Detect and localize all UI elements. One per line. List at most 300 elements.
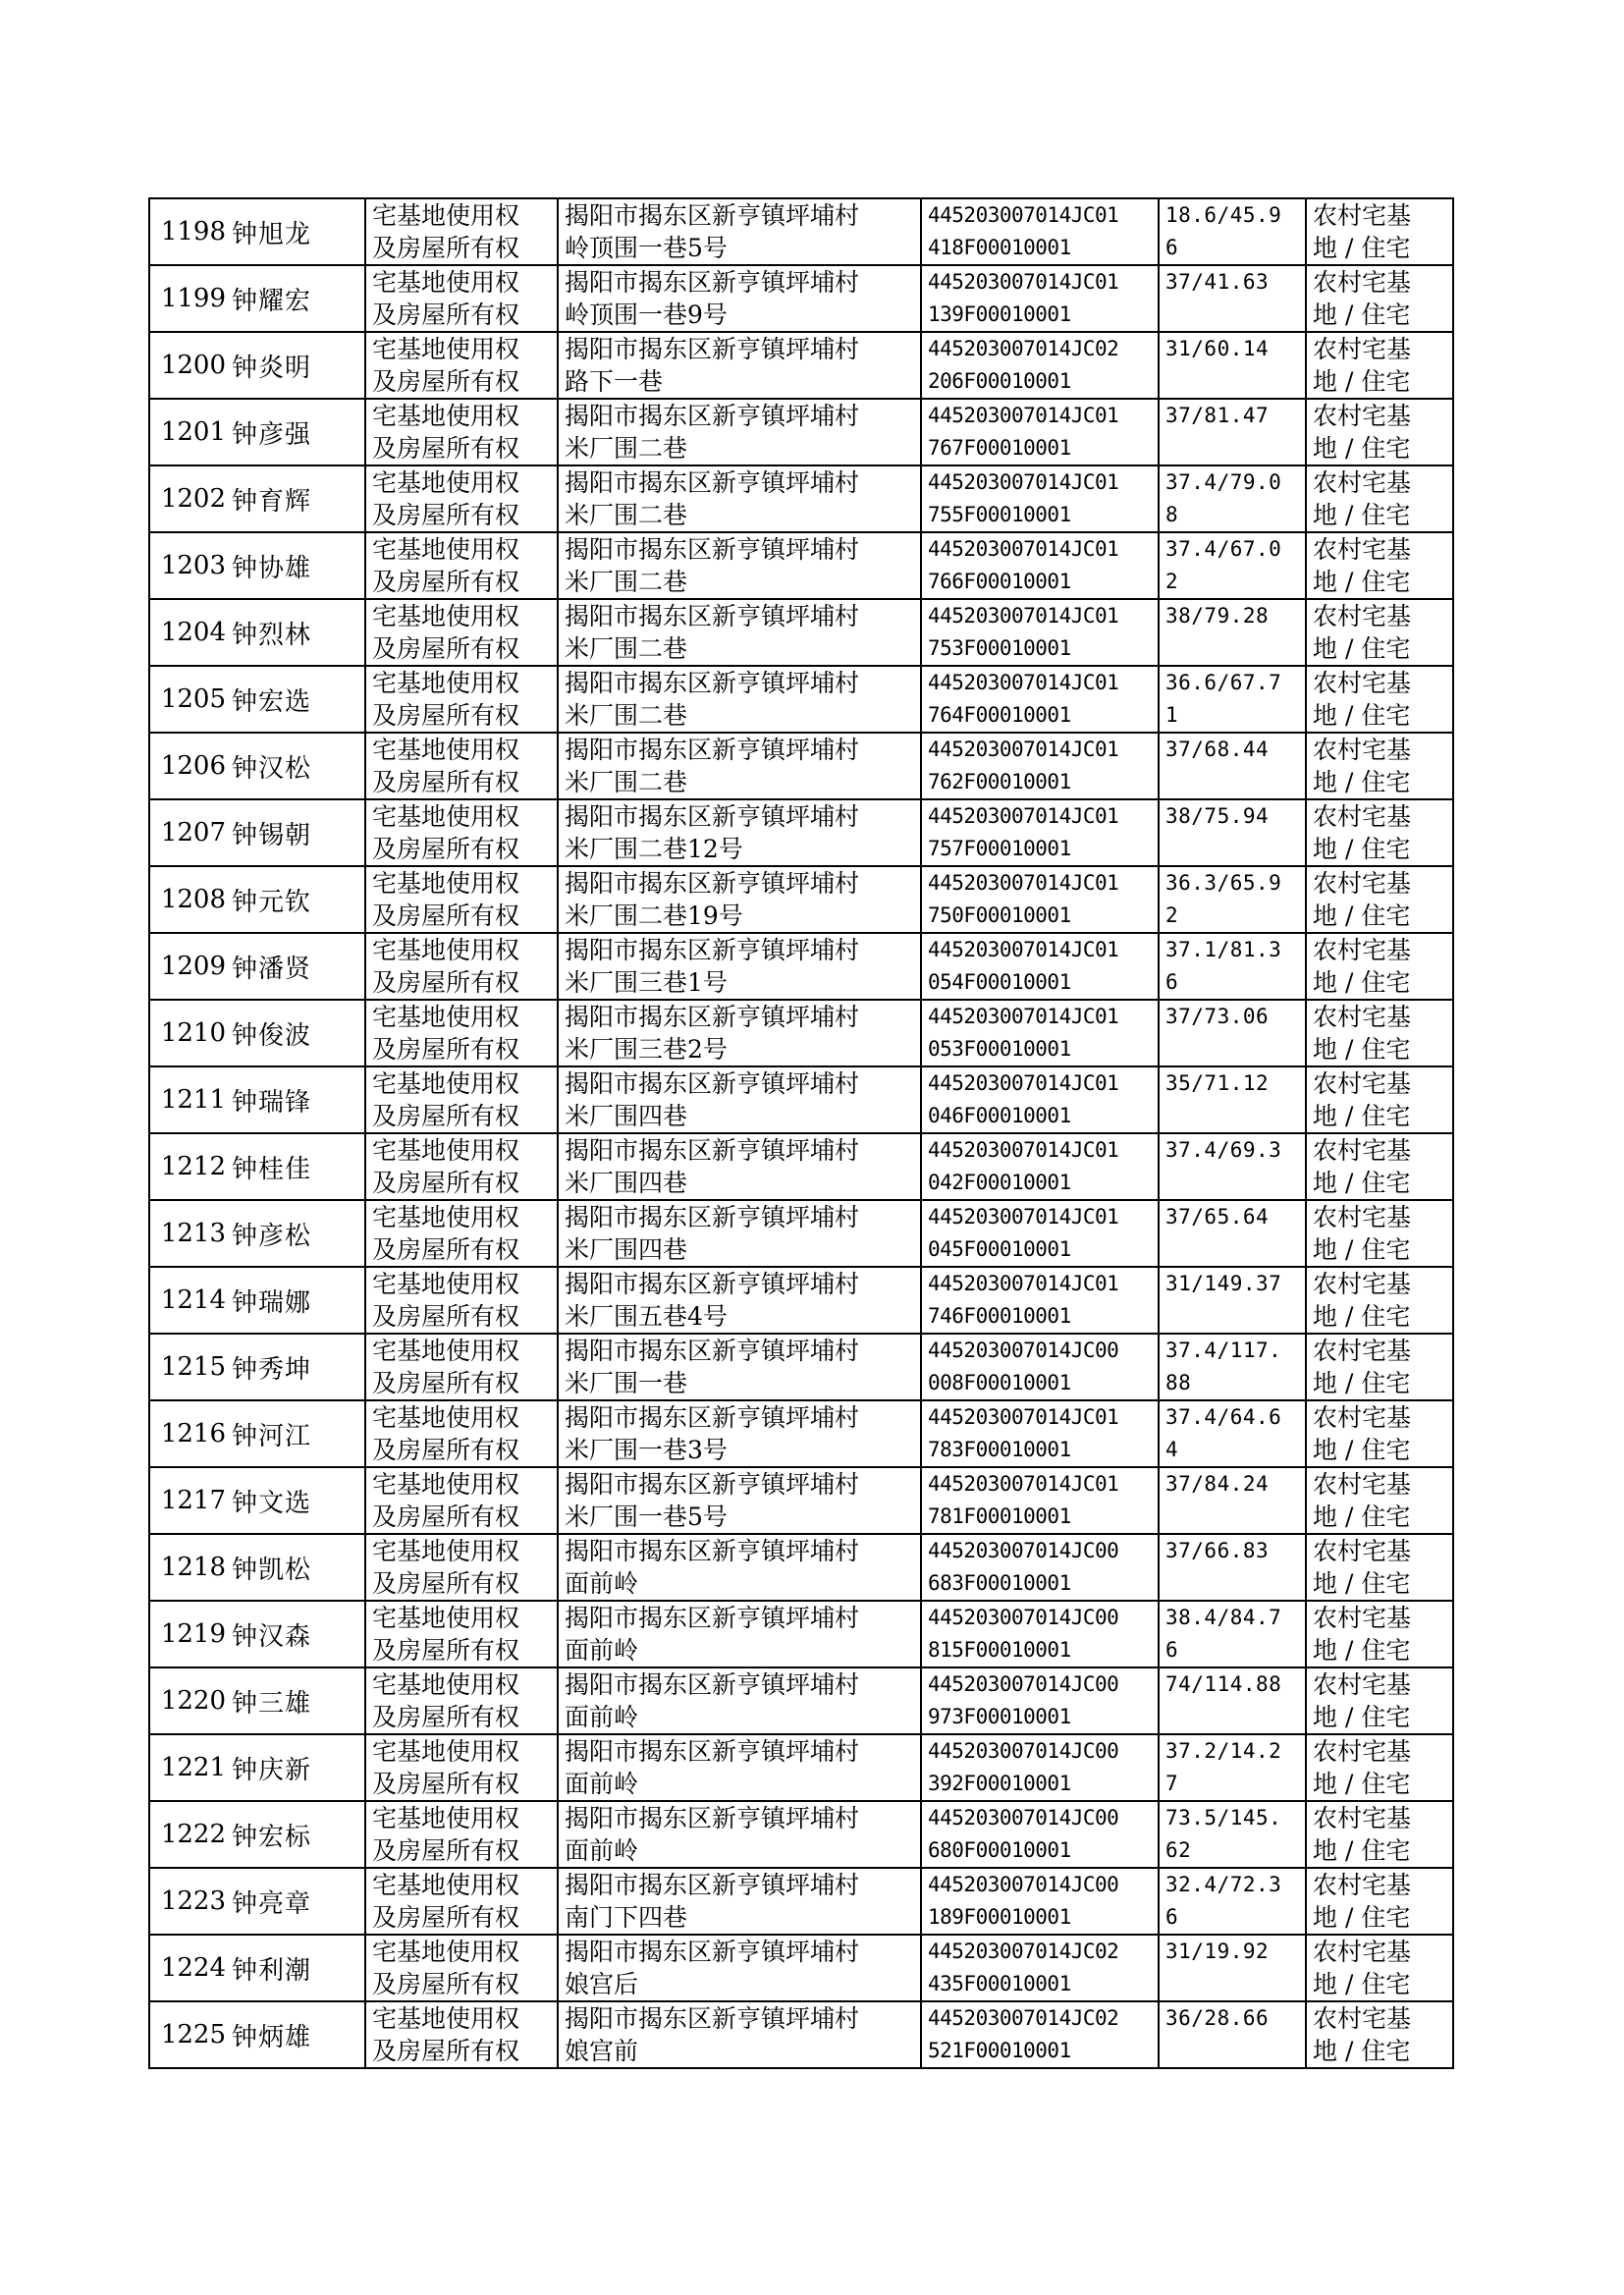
unit-code-line-2: 755F00010001 bbox=[928, 503, 1071, 526]
record-number-cell bbox=[149, 599, 228, 666]
record-number: 1216 bbox=[160, 1419, 226, 1448]
land-use-cell bbox=[1306, 1868, 1453, 1935]
right-type-cell bbox=[365, 1400, 558, 1467]
table-row bbox=[149, 1935, 1453, 2001]
land-use-line-1: 农村宅基 bbox=[1313, 1403, 1412, 1432]
unit-code-cell bbox=[921, 265, 1159, 332]
table-row bbox=[149, 265, 1453, 332]
right-type-cell bbox=[365, 1667, 558, 1734]
land-use-cell bbox=[1306, 332, 1453, 399]
land-use-line-1: 农村宅基 bbox=[1313, 1203, 1412, 1231]
unit-code-cell bbox=[921, 1868, 1159, 1935]
area-line-1: 37.4/69.3 bbox=[1165, 1138, 1282, 1162]
record-number-cell bbox=[149, 1534, 228, 1601]
record-number: 1203 bbox=[160, 551, 226, 580]
right-type-line-2: 及房屋所有权 bbox=[372, 701, 520, 730]
land-use-line-1: 农村宅基 bbox=[1313, 1604, 1412, 1632]
unit-code-cell bbox=[921, 799, 1159, 866]
record-number: 1199 bbox=[160, 284, 226, 313]
area-line-1: 37/65.64 bbox=[1165, 1205, 1270, 1229]
address-line-1: 揭阳市揭东区新亨镇坪埔村 bbox=[565, 936, 860, 964]
right-type-line-1: 宅基地使用权 bbox=[372, 869, 520, 898]
right-type-cell bbox=[365, 1734, 558, 1801]
area-line-1: 18.6/45.9 bbox=[1165, 203, 1282, 227]
record-number: 1218 bbox=[160, 1553, 226, 1582]
right-type-line-2: 及房屋所有权 bbox=[372, 1169, 520, 1197]
property-register-table bbox=[148, 197, 1454, 2069]
unit-code-line-2: 767F00010001 bbox=[928, 436, 1071, 460]
area-line-2: 7 bbox=[1165, 1772, 1179, 1795]
owner-name-cell bbox=[228, 733, 365, 799]
owner-name-cell bbox=[228, 1200, 365, 1267]
record-number-cell bbox=[149, 666, 228, 733]
address-cell bbox=[558, 1133, 921, 1200]
owner-name-cell bbox=[228, 1601, 365, 1667]
table-row bbox=[149, 1400, 1453, 1467]
right-type-line-1: 宅基地使用权 bbox=[372, 1670, 520, 1699]
record-number-cell bbox=[149, 1868, 228, 1935]
address-line-1: 揭阳市揭东区新亨镇坪埔村 bbox=[565, 1604, 860, 1632]
land-use-line-1: 农村宅基 bbox=[1313, 736, 1412, 764]
right-type-cell bbox=[365, 1801, 558, 1868]
right-type-line-2: 及房屋所有权 bbox=[372, 1302, 520, 1331]
land-use-line-2: 地 / 住宅 bbox=[1313, 1302, 1411, 1331]
land-use-line-1: 农村宅基 bbox=[1313, 268, 1412, 297]
address-cell bbox=[558, 2001, 921, 2068]
record-number-cell bbox=[149, 332, 228, 399]
land-use-line-1: 农村宅基 bbox=[1313, 1136, 1412, 1165]
address-line-1: 揭阳市揭东区新亨镇坪埔村 bbox=[565, 268, 860, 297]
address-line-2: 南门下四巷 bbox=[565, 1903, 688, 1932]
right-type-line-1: 宅基地使用权 bbox=[372, 268, 520, 297]
address-cell bbox=[558, 1667, 921, 1734]
area-line-2: 8 bbox=[1165, 503, 1179, 526]
right-type-line-1: 宅基地使用权 bbox=[372, 1938, 520, 1966]
record-number: 1212 bbox=[160, 1152, 226, 1181]
land-use-line-1: 农村宅基 bbox=[1313, 869, 1412, 898]
owner-name: 钟宏标 bbox=[232, 1822, 312, 1852]
record-number-cell bbox=[149, 866, 228, 933]
land-use-cell bbox=[1306, 1935, 1453, 2001]
area-cell bbox=[1159, 866, 1306, 933]
address-line-2: 米厂围二巷 bbox=[565, 568, 688, 596]
address-line-1: 揭阳市揭东区新亨镇坪埔村 bbox=[565, 736, 860, 764]
address-cell bbox=[558, 1935, 921, 2001]
table-row bbox=[149, 1133, 1453, 1200]
area-line-2: 62 bbox=[1165, 1838, 1192, 1862]
area-line-1: 38/75.94 bbox=[1165, 804, 1270, 828]
address-line-2: 路下一巷 bbox=[565, 367, 664, 396]
unit-code-line-1: 445203007014JC01 bbox=[928, 270, 1119, 294]
right-type-line-1: 宅基地使用权 bbox=[372, 1203, 520, 1231]
unit-code-line-2: 764F00010001 bbox=[928, 703, 1071, 727]
land-use-cell bbox=[1306, 866, 1453, 933]
area-cell bbox=[1159, 1267, 1306, 1334]
area-line-1: 37/66.83 bbox=[1165, 1539, 1270, 1562]
address-line-1: 揭阳市揭东区新亨镇坪埔村 bbox=[565, 201, 860, 230]
unit-code-line-2: 139F00010001 bbox=[928, 302, 1071, 326]
unit-code-line-1: 445203007014JC00 bbox=[928, 1739, 1119, 1763]
right-type-line-1: 宅基地使用权 bbox=[372, 936, 520, 964]
address-line-1: 揭阳市揭东区新亨镇坪埔村 bbox=[565, 1871, 860, 1899]
land-use-cell bbox=[1306, 1133, 1453, 1200]
area-cell bbox=[1159, 399, 1306, 465]
right-type-cell bbox=[365, 666, 558, 733]
right-type-line-2: 及房屋所有权 bbox=[372, 1235, 520, 1264]
land-use-line-1: 农村宅基 bbox=[1313, 1003, 1412, 1031]
right-type-line-1: 宅基地使用权 bbox=[372, 669, 520, 697]
unit-code-cell bbox=[921, 532, 1159, 599]
unit-code-cell bbox=[921, 2001, 1159, 2068]
right-type-line-1: 宅基地使用权 bbox=[372, 1403, 520, 1432]
land-use-line-2: 地 / 住宅 bbox=[1313, 2037, 1411, 2065]
unit-code-line-2: 392F00010001 bbox=[928, 1772, 1071, 1795]
address-line-1: 揭阳市揭东区新亨镇坪埔村 bbox=[565, 1470, 860, 1499]
address-line-2: 米厂围二巷 bbox=[565, 634, 688, 663]
area-line-2 bbox=[1165, 365, 1305, 398]
area-line-2 bbox=[1165, 2035, 1305, 2067]
table-row bbox=[149, 1734, 1453, 1801]
area-cell bbox=[1159, 532, 1306, 599]
unit-code-line-1: 445203007014JC00 bbox=[928, 1806, 1119, 1830]
owner-name-cell bbox=[228, 1935, 365, 2001]
right-type-cell bbox=[365, 1133, 558, 1200]
owner-name: 钟三雄 bbox=[232, 1688, 312, 1719]
right-type-line-2: 及房屋所有权 bbox=[372, 501, 520, 529]
area-line-1: 37/41.63 bbox=[1165, 270, 1270, 294]
address-cell bbox=[558, 1868, 921, 1935]
area-line-2: 6 bbox=[1165, 970, 1179, 994]
owner-name-cell bbox=[228, 1066, 365, 1133]
area-line-2: 2 bbox=[1165, 903, 1179, 927]
address-line-2: 米厂围四巷 bbox=[565, 1235, 688, 1264]
area-line-2: 88 bbox=[1165, 1371, 1192, 1394]
address-line-1: 揭阳市揭东区新亨镇坪埔村 bbox=[565, 869, 860, 898]
unit-code-line-1: 445203007014JC02 bbox=[928, 2006, 1119, 2030]
land-use-cell bbox=[1306, 733, 1453, 799]
land-use-line-2: 地 / 住宅 bbox=[1313, 1503, 1411, 1531]
address-cell bbox=[558, 198, 921, 265]
unit-code-line-1: 445203007014JC00 bbox=[928, 1539, 1119, 1562]
right-type-line-2: 及房屋所有权 bbox=[372, 902, 520, 930]
table-row bbox=[149, 599, 1453, 666]
owner-name: 钟彦松 bbox=[232, 1221, 312, 1251]
land-use-line-1: 农村宅基 bbox=[1313, 602, 1412, 630]
right-type-line-1: 宅基地使用权 bbox=[372, 1136, 520, 1165]
land-use-line-2: 地 / 住宅 bbox=[1313, 234, 1411, 262]
area-cell bbox=[1159, 933, 1306, 1000]
owner-name: 钟俊波 bbox=[232, 1020, 312, 1051]
right-type-cell bbox=[365, 866, 558, 933]
land-use-line-2: 地 / 住宅 bbox=[1313, 434, 1411, 463]
record-number-cell bbox=[149, 1267, 228, 1334]
area-cell bbox=[1159, 799, 1306, 866]
right-type-line-1: 宅基地使用权 bbox=[372, 201, 520, 230]
table-row bbox=[149, 1534, 1453, 1601]
land-use-line-1: 农村宅基 bbox=[1313, 669, 1412, 697]
unit-code-cell bbox=[921, 1467, 1159, 1534]
land-use-cell bbox=[1306, 2001, 1453, 2068]
table-row bbox=[149, 1066, 1453, 1133]
area-line-2: 6 bbox=[1165, 1905, 1179, 1929]
record-number-cell bbox=[149, 265, 228, 332]
area-cell bbox=[1159, 198, 1306, 265]
record-number-cell bbox=[149, 198, 228, 265]
area-line-1: 37.4/117. bbox=[1165, 1339, 1282, 1362]
unit-code-line-2: 766F00010001 bbox=[928, 570, 1071, 593]
address-line-2: 米厂围四巷 bbox=[565, 1169, 688, 1197]
address-line-2: 岭顶围一巷5号 bbox=[565, 234, 728, 262]
land-use-line-2: 地 / 住宅 bbox=[1313, 835, 1411, 863]
right-type-cell bbox=[365, 1935, 558, 2001]
address-line-1: 揭阳市揭东区新亨镇坪埔村 bbox=[565, 1403, 860, 1432]
right-type-line-1: 宅基地使用权 bbox=[372, 1270, 520, 1298]
unit-code-line-2: 750F00010001 bbox=[928, 903, 1071, 927]
owner-name-cell bbox=[228, 465, 365, 532]
unit-code-line-1: 445203007014JC01 bbox=[928, 671, 1119, 694]
record-number-cell bbox=[149, 1400, 228, 1467]
area-cell bbox=[1159, 1334, 1306, 1400]
owner-name: 钟利潮 bbox=[232, 1955, 312, 1986]
area-line-2: 6 bbox=[1165, 1638, 1179, 1662]
right-type-line-1: 宅基地使用权 bbox=[372, 1871, 520, 1899]
owner-name-cell bbox=[228, 1000, 365, 1066]
right-type-line-2: 及房屋所有权 bbox=[372, 1636, 520, 1665]
right-type-line-1: 宅基地使用权 bbox=[372, 535, 520, 564]
unit-code-line-2: 054F00010001 bbox=[928, 970, 1071, 994]
unit-code-line-2: 680F00010001 bbox=[928, 1838, 1071, 1862]
record-number-cell bbox=[149, 1334, 228, 1400]
area-line-1: 36.3/65.9 bbox=[1165, 871, 1282, 895]
unit-code-line-2: 053F00010001 bbox=[928, 1037, 1071, 1061]
land-use-cell bbox=[1306, 1000, 1453, 1066]
record-number-cell bbox=[149, 1066, 228, 1133]
area-cell bbox=[1159, 1801, 1306, 1868]
right-type-cell bbox=[365, 399, 558, 465]
address-cell bbox=[558, 1267, 921, 1334]
address-line-1: 揭阳市揭东区新亨镇坪埔村 bbox=[565, 1804, 860, 1832]
right-type-line-2: 及房屋所有权 bbox=[372, 1970, 520, 1998]
right-type-cell bbox=[365, 1601, 558, 1667]
record-number: 1201 bbox=[160, 417, 226, 447]
address-line-1: 揭阳市揭东区新亨镇坪埔村 bbox=[565, 468, 860, 497]
unit-code-cell bbox=[921, 666, 1159, 733]
area-line-1: 31/60.14 bbox=[1165, 337, 1270, 360]
land-use-line-1: 农村宅基 bbox=[1313, 1670, 1412, 1699]
right-type-cell bbox=[365, 465, 558, 532]
owner-name: 钟旭龙 bbox=[232, 219, 312, 249]
area-cell bbox=[1159, 666, 1306, 733]
address-cell bbox=[558, 1734, 921, 1801]
unit-code-cell bbox=[921, 1667, 1159, 1734]
area-line-2 bbox=[1165, 1233, 1305, 1266]
land-use-cell bbox=[1306, 1467, 1453, 1534]
area-line-2 bbox=[1165, 432, 1305, 464]
address-line-1: 揭阳市揭东区新亨镇坪埔村 bbox=[565, 1337, 860, 1365]
unit-code-line-2: 435F00010001 bbox=[928, 1972, 1071, 1995]
right-type-cell bbox=[365, 1200, 558, 1267]
land-use-cell bbox=[1306, 666, 1453, 733]
unit-code-cell bbox=[921, 399, 1159, 465]
address-cell bbox=[558, 599, 921, 666]
area-line-1: 37/73.06 bbox=[1165, 1005, 1270, 1028]
record-number-cell bbox=[149, 799, 228, 866]
land-use-cell bbox=[1306, 1066, 1453, 1133]
area-cell bbox=[1159, 265, 1306, 332]
unit-code-line-2: 815F00010001 bbox=[928, 1638, 1071, 1662]
right-type-line-1: 宅基地使用权 bbox=[372, 402, 520, 430]
register-rows bbox=[149, 198, 1453, 2068]
address-line-1: 揭阳市揭东区新亨镇坪埔村 bbox=[565, 1003, 860, 1031]
land-use-line-2: 地 / 住宅 bbox=[1313, 1836, 1411, 1865]
unit-code-line-1: 445203007014JC00 bbox=[928, 1606, 1119, 1629]
land-use-line-1: 农村宅基 bbox=[1313, 468, 1412, 497]
address-line-2: 岭顶围一巷9号 bbox=[565, 301, 728, 329]
owner-name-cell bbox=[228, 1133, 365, 1200]
address-line-1: 揭阳市揭东区新亨镇坪埔村 bbox=[565, 802, 860, 831]
address-line-2: 娘宫后 bbox=[565, 1970, 639, 1998]
land-use-line-2: 地 / 住宅 bbox=[1313, 367, 1411, 396]
address-cell bbox=[558, 1801, 921, 1868]
land-use-line-2: 地 / 住宅 bbox=[1313, 634, 1411, 663]
owner-name-cell bbox=[228, 1467, 365, 1534]
land-use-cell bbox=[1306, 465, 1453, 532]
right-type-line-1: 宅基地使用权 bbox=[372, 1537, 520, 1565]
record-number: 1206 bbox=[160, 751, 226, 781]
unit-code-line-1: 445203007014JC01 bbox=[928, 1138, 1119, 1162]
address-line-1: 揭阳市揭东区新亨镇坪埔村 bbox=[565, 335, 860, 363]
land-use-line-2: 地 / 住宅 bbox=[1313, 1169, 1411, 1197]
address-line-2: 米厂围三巷1号 bbox=[565, 968, 728, 997]
owner-name: 钟河江 bbox=[232, 1421, 312, 1451]
area-cell bbox=[1159, 1133, 1306, 1200]
land-use-line-1: 农村宅基 bbox=[1313, 1537, 1412, 1565]
land-use-cell bbox=[1306, 1667, 1453, 1734]
unit-code-cell bbox=[921, 1066, 1159, 1133]
unit-code-cell bbox=[921, 1801, 1159, 1868]
area-line-1: 74/114.88 bbox=[1165, 1672, 1282, 1696]
land-use-line-2: 地 / 住宅 bbox=[1313, 1569, 1411, 1598]
address-line-2: 面前岭 bbox=[565, 1836, 639, 1865]
table-row bbox=[149, 1467, 1453, 1534]
right-type-cell bbox=[365, 799, 558, 866]
unit-code-line-1: 445203007014JC01 bbox=[928, 804, 1119, 828]
land-use-line-2: 地 / 住宅 bbox=[1313, 701, 1411, 730]
owner-name-cell bbox=[228, 1734, 365, 1801]
address-line-2: 米厂围五巷4号 bbox=[565, 1302, 728, 1331]
right-type-cell bbox=[365, 332, 558, 399]
land-use-cell bbox=[1306, 799, 1453, 866]
owner-name-cell bbox=[228, 2001, 365, 2068]
right-type-cell bbox=[365, 1066, 558, 1133]
record-number: 1220 bbox=[160, 1686, 226, 1716]
land-use-cell bbox=[1306, 265, 1453, 332]
area-cell bbox=[1159, 1868, 1306, 1935]
address-line-2: 面前岭 bbox=[565, 1636, 639, 1665]
owner-name-cell bbox=[228, 599, 365, 666]
land-use-line-2: 地 / 住宅 bbox=[1313, 768, 1411, 796]
unit-code-line-2: 521F00010001 bbox=[928, 2039, 1071, 2062]
area-line-2: 2 bbox=[1165, 570, 1179, 593]
land-use-line-2: 地 / 住宅 bbox=[1313, 1703, 1411, 1731]
address-line-1: 揭阳市揭东区新亨镇坪埔村 bbox=[565, 1069, 860, 1098]
right-type-line-2: 及房屋所有权 bbox=[372, 835, 520, 863]
area-cell bbox=[1159, 599, 1306, 666]
land-use-line-1: 农村宅基 bbox=[1313, 1737, 1412, 1766]
right-type-line-1: 宅基地使用权 bbox=[372, 1069, 520, 1098]
record-number: 1208 bbox=[160, 885, 226, 914]
address-line-1: 揭阳市揭东区新亨镇坪埔村 bbox=[565, 1737, 860, 1766]
unit-code-line-1: 445203007014JC01 bbox=[928, 738, 1119, 761]
land-use-line-1: 农村宅基 bbox=[1313, 335, 1412, 363]
record-number-cell bbox=[149, 1133, 228, 1200]
table-row bbox=[149, 733, 1453, 799]
owner-name-cell bbox=[228, 332, 365, 399]
address-line-2: 米厂围二巷 bbox=[565, 501, 688, 529]
right-type-line-1: 宅基地使用权 bbox=[372, 1737, 520, 1766]
land-use-line-1: 农村宅基 bbox=[1313, 1270, 1412, 1298]
right-type-line-2: 及房屋所有权 bbox=[372, 1903, 520, 1932]
owner-name: 钟汉森 bbox=[232, 1621, 312, 1652]
record-number: 1211 bbox=[160, 1085, 226, 1115]
address-line-1: 揭阳市揭东区新亨镇坪埔村 bbox=[565, 1203, 860, 1231]
record-number: 1215 bbox=[160, 1352, 226, 1382]
address-cell bbox=[558, 1066, 921, 1133]
area-line-2: 6 bbox=[1165, 236, 1179, 259]
area-line-1: 37/84.24 bbox=[1165, 1472, 1270, 1496]
record-number: 1217 bbox=[160, 1486, 226, 1515]
record-number-cell bbox=[149, 465, 228, 532]
area-line-2 bbox=[1165, 1501, 1305, 1533]
right-type-line-1: 宅基地使用权 bbox=[372, 736, 520, 764]
owner-name: 钟秀坤 bbox=[232, 1354, 312, 1385]
owner-name-cell bbox=[228, 1534, 365, 1601]
owner-name-cell bbox=[228, 1334, 365, 1400]
land-use-line-1: 农村宅基 bbox=[1313, 1871, 1412, 1899]
land-use-line-2: 地 / 住宅 bbox=[1313, 968, 1411, 997]
record-number-cell bbox=[149, 2001, 228, 2068]
unit-code-cell bbox=[921, 1000, 1159, 1066]
area-line-2 bbox=[1165, 1300, 1305, 1333]
unit-code-line-2: 762F00010001 bbox=[928, 770, 1071, 793]
record-number: 1205 bbox=[160, 684, 226, 714]
table-row bbox=[149, 1000, 1453, 1066]
address-line-1: 揭阳市揭东区新亨镇坪埔村 bbox=[565, 1537, 860, 1565]
address-line-1: 揭阳市揭东区新亨镇坪埔村 bbox=[565, 669, 860, 697]
record-number: 1221 bbox=[160, 1753, 226, 1782]
table-row bbox=[149, 1801, 1453, 1868]
address-cell bbox=[558, 1000, 921, 1066]
record-number-cell bbox=[149, 1200, 228, 1267]
right-type-cell bbox=[365, 733, 558, 799]
unit-code-line-2: 418F00010001 bbox=[928, 236, 1071, 259]
address-line-2: 米厂围四巷 bbox=[565, 1102, 688, 1130]
area-cell bbox=[1159, 1734, 1306, 1801]
address-cell bbox=[558, 666, 921, 733]
right-type-line-2: 及房屋所有权 bbox=[372, 1369, 520, 1397]
unit-code-line-2: 757F00010001 bbox=[928, 837, 1071, 860]
right-type-line-1: 宅基地使用权 bbox=[372, 468, 520, 497]
address-line-1: 揭阳市揭东区新亨镇坪埔村 bbox=[565, 1670, 860, 1699]
land-use-line-1: 农村宅基 bbox=[1313, 535, 1412, 564]
owner-name: 钟烈林 bbox=[232, 620, 312, 650]
address-cell bbox=[558, 1467, 921, 1534]
address-line-2: 米厂围二巷 bbox=[565, 701, 688, 730]
owner-name: 钟炎明 bbox=[232, 353, 312, 383]
area-line-2 bbox=[1165, 632, 1305, 665]
unit-code-cell bbox=[921, 1267, 1159, 1334]
table-row bbox=[149, 198, 1453, 265]
